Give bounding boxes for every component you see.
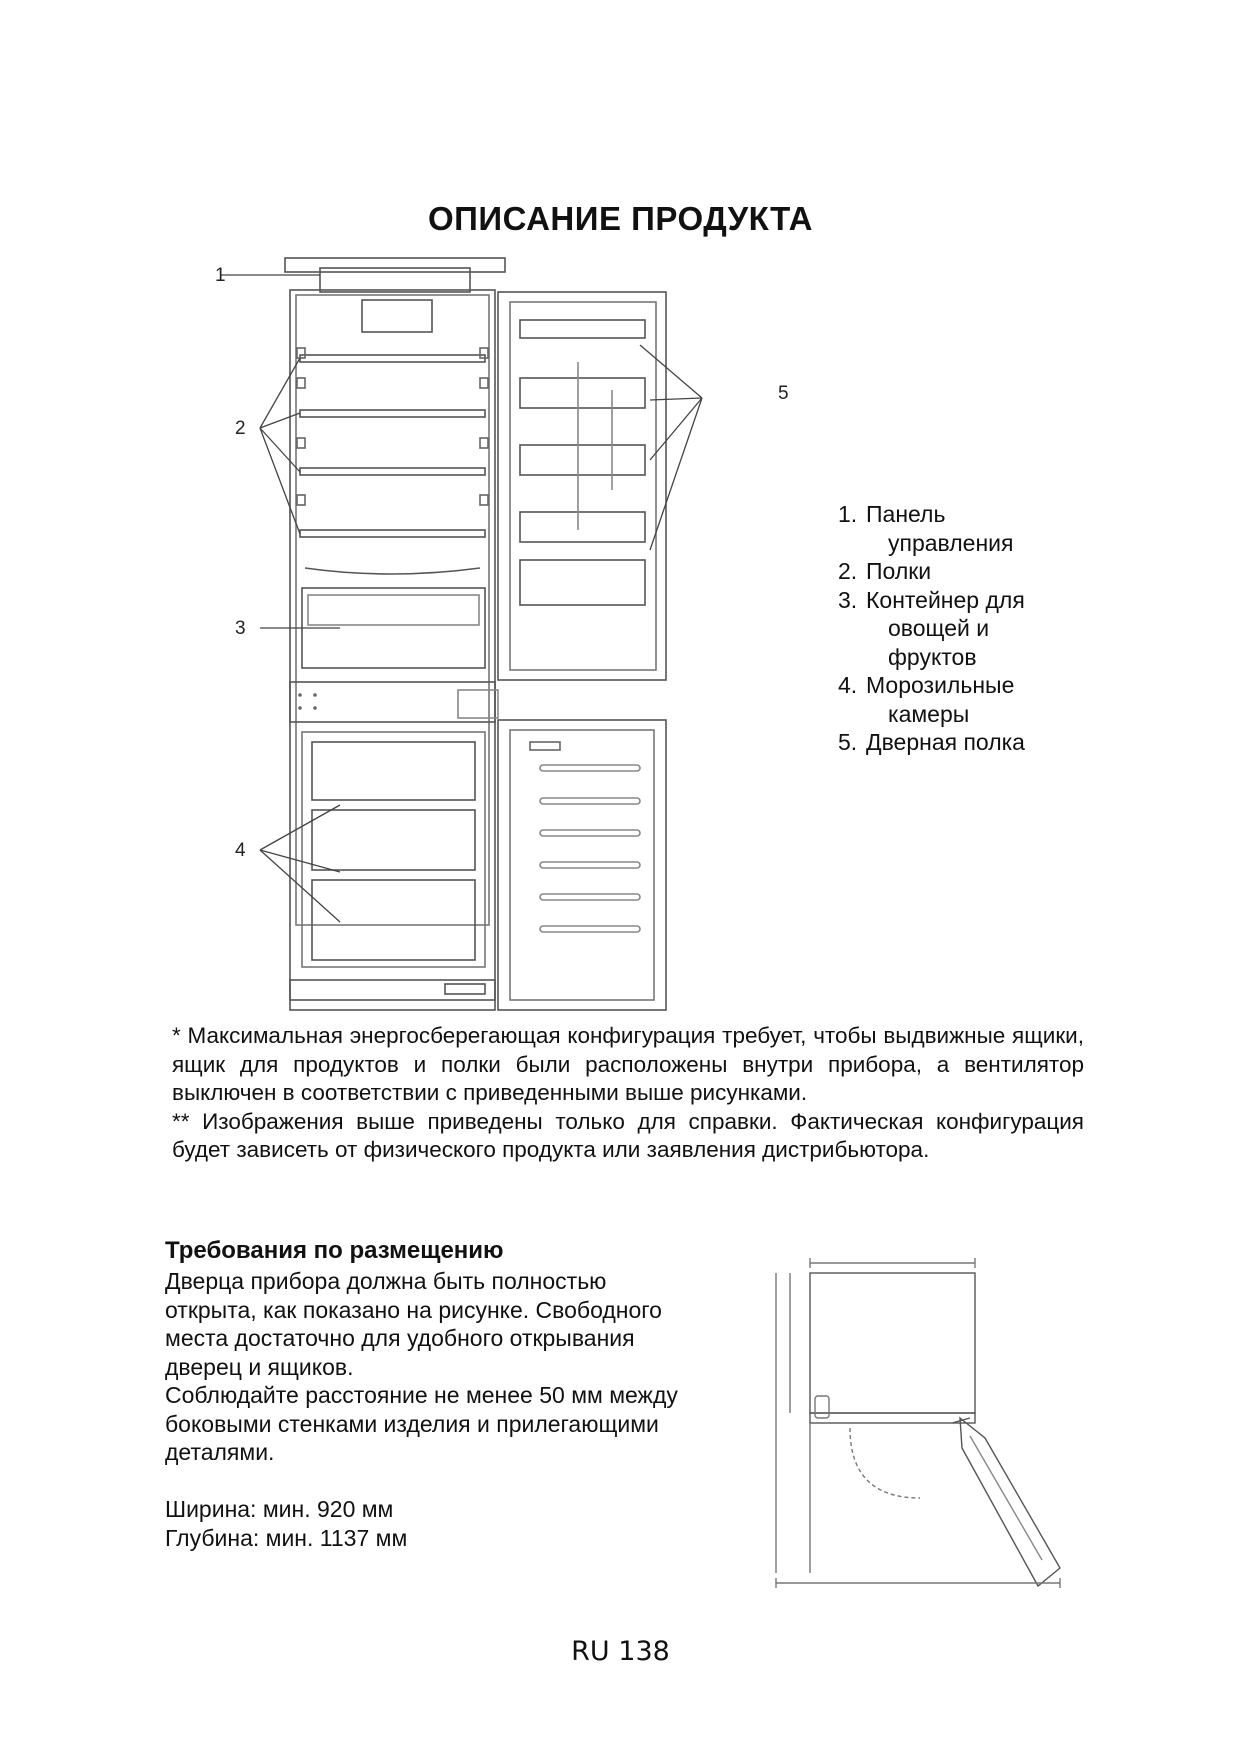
- min-width: Ширина: мин. 920 мм: [165, 1496, 394, 1522]
- legend-number: 5.: [838, 729, 858, 755]
- legend-number: 4.: [838, 672, 858, 698]
- page-title: ОПИСАНИЕ ПРОДУКТА: [427, 200, 814, 237]
- placement-paragraph-2: Соблюдайте расстояние не менее 50 мм между боковыми стенками изделия и прилегающими деталями.: [165, 1382, 678, 1465]
- legend-label: Панель: [866, 501, 946, 527]
- legend-item: [838, 586, 1168, 672]
- legend-label: Полки: [866, 558, 932, 584]
- legend-number: 1.: [838, 501, 858, 527]
- glass-cover: [305, 568, 480, 574]
- legend-item: [838, 728, 1168, 757]
- placement-heading: Требования по размещению: [165, 1237, 504, 1264]
- legend-label-cont: камеры: [888, 700, 970, 727]
- dimensions-block: [165, 1495, 407, 1552]
- note-energy: * Максимальная энергосберегающая конфигурация требует, чтобы выдвижные ящики, ящик для продуктов и полки были расположены внутри прибора, а вентилятор выключен в соответствии с приведенными выше рисунками.: [172, 1023, 1084, 1105]
- legend-item: [838, 500, 1168, 557]
- legend-number: 2.: [838, 558, 858, 584]
- legend-label: Морозильные: [866, 672, 1015, 698]
- divider-panel: [290, 682, 495, 722]
- callout-2: 2: [235, 418, 246, 439]
- freezer-door-ridges: [540, 765, 640, 932]
- note-disclaimer: ** Изображения выше приведены только для справки. Фактическая конфигурация будет зависеть от физического продукта или заявления дистрибьютора.: [172, 1108, 1084, 1162]
- parts-legend: [838, 500, 1168, 757]
- legend-item: [838, 671, 1168, 728]
- fridge-diagram: [180, 250, 780, 1020]
- door-clearance-diagram: [770, 1238, 1070, 1608]
- legend-label: Контейнер для: [866, 586, 1025, 613]
- page-number: RU 138: [571, 1636, 670, 1667]
- callout-3: 3: [235, 618, 246, 639]
- light-box: [362, 300, 432, 332]
- legend-label: Дверная полка: [866, 729, 1025, 755]
- fridge-door: [498, 292, 666, 680]
- min-depth: Глубина: мин. 1137 мм: [165, 1524, 408, 1551]
- callout-5: 5: [778, 383, 789, 404]
- callout-1: 1: [215, 265, 226, 286]
- freezer-drawer-2: [312, 810, 475, 870]
- legend-number: 3.: [838, 586, 858, 613]
- fridge-shelves: [300, 355, 485, 537]
- placement-body: [165, 1267, 685, 1467]
- placement-paragraph-1: Дверца прибора должна быть полностью открыта, как показано на рисунке. Свободного места достаточно для удобного открывания дверец и ящиков.: [165, 1268, 662, 1380]
- notes-block: [172, 1022, 1084, 1165]
- top-trim: [285, 258, 505, 272]
- legend-label-cont: овощей и фруктов: [888, 615, 990, 670]
- callout-4: 4: [235, 840, 246, 861]
- legend-label-cont: управления: [888, 529, 1014, 556]
- door-balconies: [520, 320, 645, 605]
- freezer-drawer-1: [312, 742, 475, 800]
- legend-item: [838, 557, 1168, 586]
- cabinet-body: [290, 290, 495, 1010]
- freezer-drawer-3: [312, 880, 475, 960]
